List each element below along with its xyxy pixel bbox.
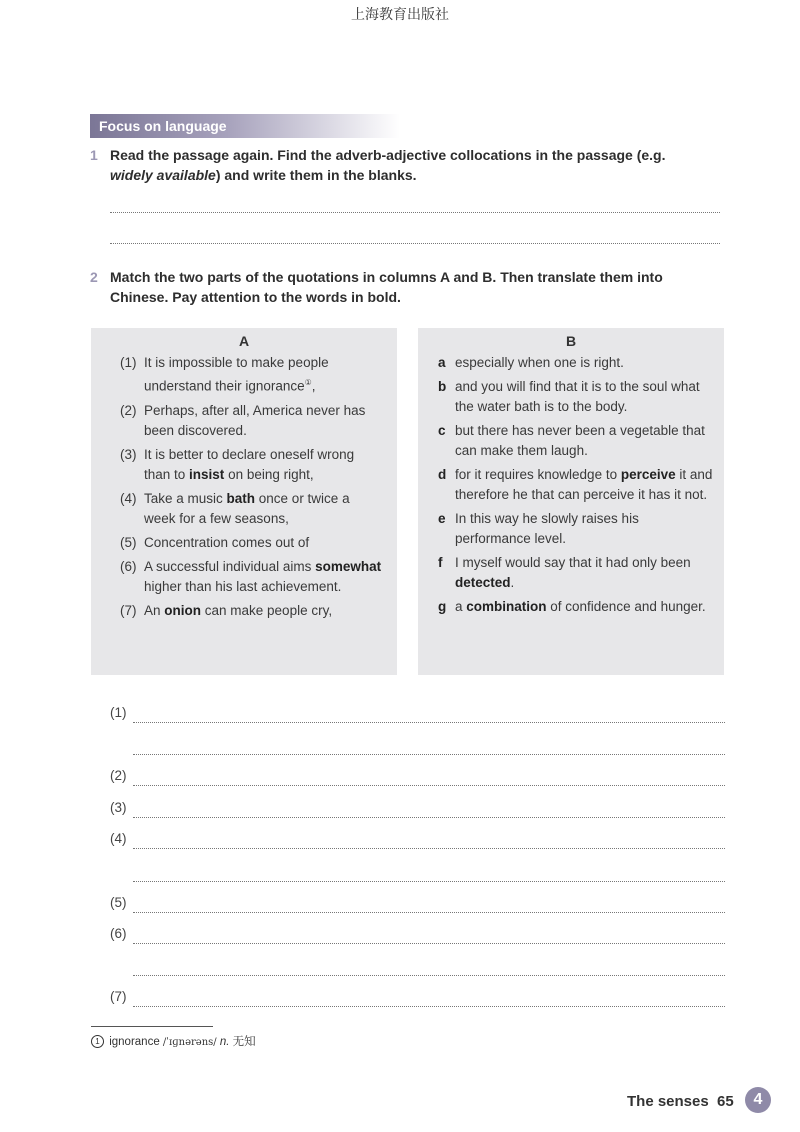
answer-blank[interactable] (133, 881, 725, 882)
answer-label: (4) (110, 831, 127, 846)
answer-line-continuation[interactable] (110, 737, 725, 757)
question-number: 1 (90, 147, 98, 163)
answer-line[interactable] (110, 895, 725, 915)
answer-line[interactable] (110, 926, 725, 946)
column-a-item: (4) Take a music bath once or twice a week for a few seasons, (120, 490, 350, 526)
answer-blank[interactable] (133, 1006, 725, 1007)
column-a-item: (6) A successful individual aims somewhat higher than his last achievement. (120, 558, 382, 594)
answer-line[interactable] (110, 989, 725, 1009)
column-a-item: (7) An onion can make people cry, (120, 602, 333, 618)
answer-label: (7) (110, 989, 127, 1004)
answer-label: (6) (110, 926, 127, 941)
answer-label: (3) (110, 800, 127, 815)
column-a-item: (2) Perhaps, after all, America never has been discovered. (120, 402, 366, 438)
column-b-item: b and you will find that it is to the soul what the water bath is to the body. (438, 379, 700, 414)
page-number: 65 (717, 1093, 734, 1110)
footnote-rule (91, 1026, 213, 1027)
publisher-header: 上海教育出版社 (351, 7, 449, 23)
answer-line[interactable] (110, 768, 725, 788)
answer-label: (2) (110, 768, 127, 783)
answer-line-continuation[interactable] (110, 958, 725, 978)
answer-label: (5) (110, 895, 127, 910)
question-2 (90, 267, 700, 307)
column-a-item: (3) It is better to declare oneself wrong than to insist on being right, (120, 446, 355, 482)
answer-blank[interactable] (133, 785, 725, 786)
q1-blank-line[interactable] (110, 243, 720, 244)
answer-label: (1) (110, 705, 127, 720)
column-b-item: f I myself would say that it had only been detected. (438, 555, 691, 590)
column-b-panel (418, 328, 724, 675)
answer-blank[interactable] (133, 817, 725, 818)
answer-line[interactable] (110, 800, 725, 820)
answer-blank[interactable] (133, 754, 725, 755)
answer-blank[interactable] (133, 943, 725, 944)
question-text: Read the passage again. Find the adverb-adjective collocations in the passage (e.g. widely available) and write them in the blanks. (110, 147, 666, 183)
column-b-item: g a combination of confidence and hunger. (438, 599, 706, 614)
footnote-pos: n. (219, 1036, 230, 1048)
footnote-marker: ① (304, 378, 312, 387)
column-b-item: d for it requires knowledge to perceive it and therefore he that can perceive it has it not. (438, 467, 713, 502)
question-text: Match the two parts of the quotations in columns A and B. Then translate them into Chinese. Pay attention to the words in bold. (110, 269, 663, 305)
footnote (91, 1033, 256, 1049)
column-b-item: a especially when one is right. (438, 355, 624, 370)
column-a-item: (1) It is impossible to make people understand their ignorance①, (120, 355, 329, 394)
section-title: Focus on language (90, 114, 400, 138)
footnote-meaning: 无知 (232, 1036, 256, 1048)
answer-line[interactable] (110, 831, 725, 851)
question-1 (90, 145, 700, 185)
column-a-panel (91, 328, 397, 675)
answer-line[interactable] (110, 705, 725, 725)
answer-blank[interactable] (133, 722, 725, 723)
footnote-phonetic: /ˈɪɡnərəns/ (162, 1037, 217, 1048)
q1-blank-line[interactable] (110, 212, 720, 213)
column-b-item: c but there has never been a vegetable that can make them laugh. (438, 423, 705, 458)
example-phrase: widely available (110, 167, 216, 183)
footnote-number: 1 (91, 1035, 104, 1048)
footnote-word: ignorance (109, 1036, 160, 1048)
column-a-item: (5) Concentration comes out of (120, 534, 310, 550)
answer-blank[interactable] (133, 975, 725, 976)
footer-chapter-title: The senses (627, 1093, 709, 1110)
answer-blank[interactable] (133, 912, 725, 913)
answer-blank[interactable] (133, 848, 725, 849)
answer-line-continuation[interactable] (110, 864, 725, 884)
column-b-header: B (565, 333, 577, 349)
column-b-item: e In this way he slowly raises his performance level. (438, 511, 639, 546)
question-number: 2 (90, 269, 98, 285)
column-a-header: A (238, 333, 250, 349)
unit-badge: 4 (745, 1087, 771, 1113)
